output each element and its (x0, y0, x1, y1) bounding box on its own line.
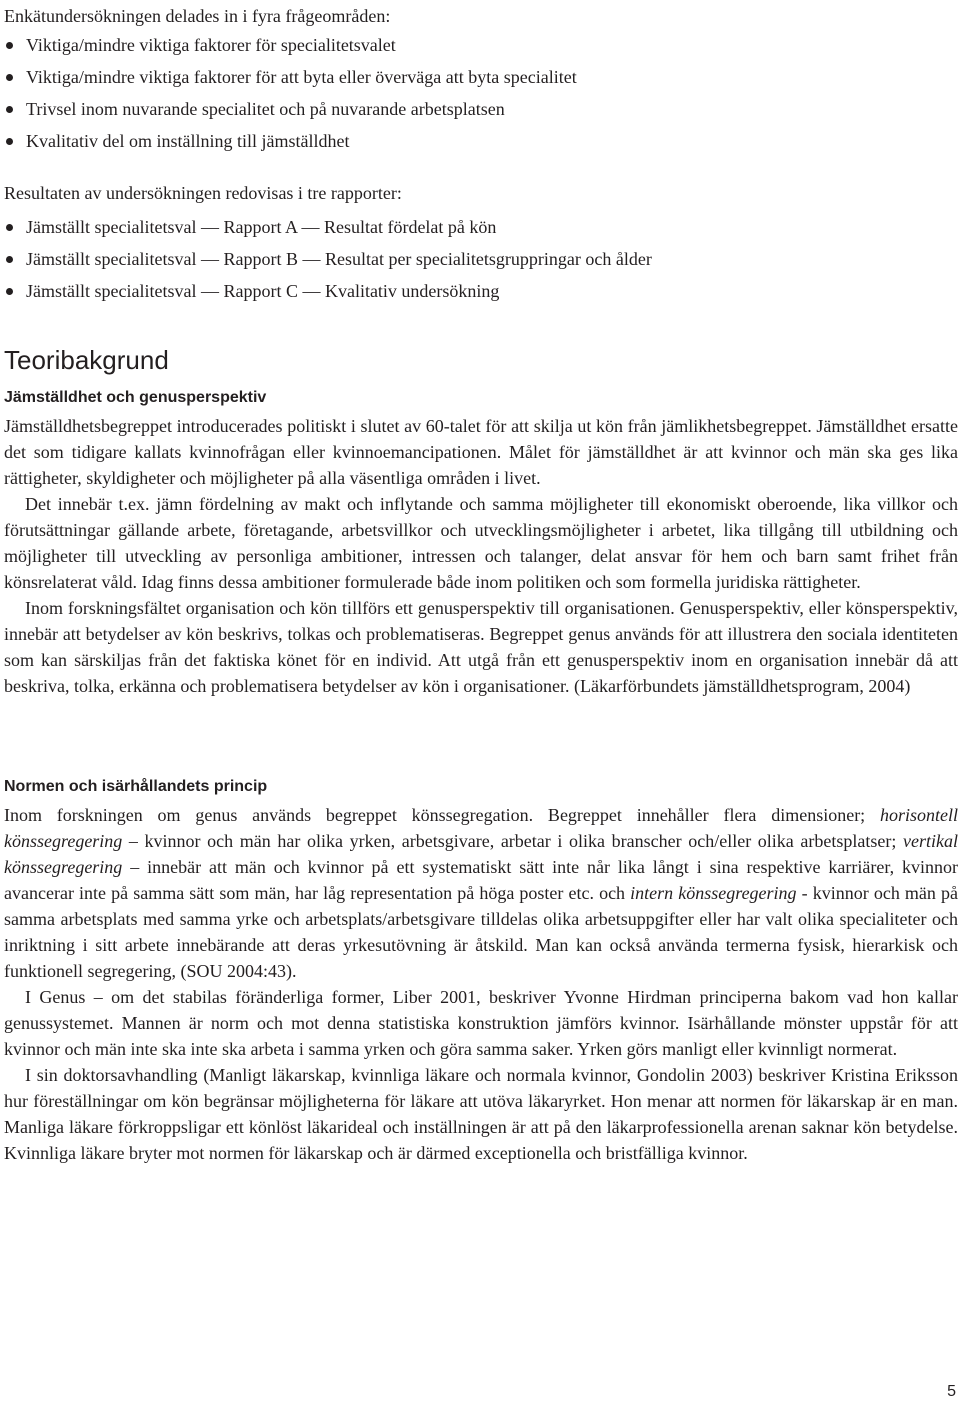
term-horizontal: horisontell könssegregering (4, 805, 958, 851)
paragraph (4, 802, 958, 984)
term-vertical: vertikal könssegregering (4, 831, 958, 877)
list-item: Jämställt specialitetsval — Rapport B — Resultat per specialitetsgruppringar och ålder (4, 243, 958, 275)
norm-principle-body (4, 802, 958, 1166)
intro-text: Enkätundersökningen delades in i fyra frågeområden: (4, 6, 391, 26)
text-run: – kvinnor och män har olika yrken, arbetsgivare, arbetar i olika branscher och/eller olika arbetsplatser; (122, 831, 904, 851)
question-areas-list (4, 29, 958, 157)
subsection-title-norm-principle: Normen och isärhållandets princip (4, 778, 268, 795)
gender-equality-body (4, 413, 958, 699)
list-item: Viktiga/mindre viktiga faktorer för att byta eller överväga att byta specialitet (4, 61, 958, 93)
page-number: 5 (947, 1383, 956, 1400)
subsection-title-gender-equality: Jämställdhet och genusperspektiv (4, 389, 267, 406)
list-item: Jämställt specialitetsval — Rapport A — Resultat fördelat på kön (4, 211, 958, 243)
paragraph: I sin doktorsavhandling (Manligt läkarskap, kvinnliga läkare och normala kvinnor, Gondolin 2003) beskriver Kristina Eriksson hur föreställningar om kön begränsar möjligheterna för läkare att utöva läkaryrket. Hon menar att normen för läkarskap är en man. Manliga läkare förkroppsligar ett könlöst läkarideal och inställningen är att på den läkarprofessionella arenan saknar kön betydelse. Kvinnliga läkare bryter mot normen för läkarskap och är därmed exceptionella och bristfälliga kvinnor. (4, 1065, 958, 1163)
reports-list (4, 211, 958, 307)
paragraph: Inom forskningsfältet organisation och kön tillförs ett genusperspektiv till organisationen. Genusperspektiv, eller könsperspektiv, innebär att betydelser av kön beskrivs, tolkas och problematiseras. Begreppet genus används för att illustrera den sociala identiteten som kan särskiljas från det faktiska könet för en individ. Att utgå från ett genusperspektiv inom en organisation innebär då att beskriva, tolka, erkänna och problematisera betydelser av kön i organisationer. (Läkarförbundets jämställdhetsprogram, 2004) (4, 598, 958, 696)
results-intro-text: Resultaten av undersökningen redovisas i tre rapporter: (4, 183, 402, 203)
paragraph: I Genus – om det stabilas föränderliga former, Liber 2001, beskriver Yvonne Hirdman principerna bakom vad hon kallar genussystemet. Mannen är norm och mot denna statistiska konstruktion jämförs kvinnor. Isärhållande mönster uppstår för att kvinnor och män inte ska inte ska arbeta i samma yrken och göra samma saker. Yrken görs manligt eller kvinnligt normerat. (4, 987, 958, 1059)
section-title: Teoribakgrund (4, 345, 169, 375)
document-page (4, 0, 958, 1402)
text-run: - kvinnor och män på samma arbetsplats med samma yrke och arbetsplats/arbetsgivare tilldelas olika arbetsuppgifter eller har valt olika specialiteter och inriktning i sitt arbete innebärande att deras yrkesutövning är åtskild. Man kan också använda termerna fysisk, hierarkisk och funktionell segregering, (SOU 2004:43). (4, 883, 958, 981)
text-run: Inom forskningen om genus används begreppet könssegregation. Begreppet innehåller flera dimensioner; (4, 805, 880, 825)
paragraph: Jämställdhetsbegreppet introducerades politiskt i slutet av 60-talet för att skilja ut kön från jämlikhetsbegreppet. Jämställdhet ersatte det som tidigare kallats kvinnofrågan eller kvinnoemancipationen. Målet för jämställdhet är att kvinnor och män ska ges lika rättigheter, skyldigheter och möjligheter på alla väsentliga områden i livet. (4, 416, 958, 488)
list-item: Viktiga/mindre viktiga faktorer för specialitetsvalet (4, 29, 958, 61)
term-internal: intern könssegregering (630, 883, 797, 903)
paragraph: Det innebär t.ex. jämn fördelning av makt och inflytande och samma möjligheter till ekonomiskt oberoende, lika villkor och förutsättningar gällande arbete, företagande, arbetsvillkor och utvecklingsmöjligheter i arbetet, lika tillgång till utbildning och möjligheter till utveckling av personliga ambitioner, intressen och talanger, delat ansvar för hem och barn samt frihet från könsrelaterat våld. Idag finns dessa ambitioner formulerade både inom politiken och som formella juridiska rättigheter. (4, 494, 958, 592)
list-item: Kvalitativ del om inställning till jämställdhet (4, 125, 958, 157)
text-run: – innebär att män och kvinnor på ett systematiskt sätt inte når lika långt i sina respektive karriärer, kvinnor avancerar inte på samma sätt som män, har låg representation på höga poster etc. och (4, 857, 958, 903)
list-item: Jämställt specialitetsval — Rapport C — Kvalitativ undersökning (4, 275, 958, 307)
list-item: Trivsel inom nuvarande specialitet och på nuvarande arbetsplatsen (4, 93, 958, 125)
